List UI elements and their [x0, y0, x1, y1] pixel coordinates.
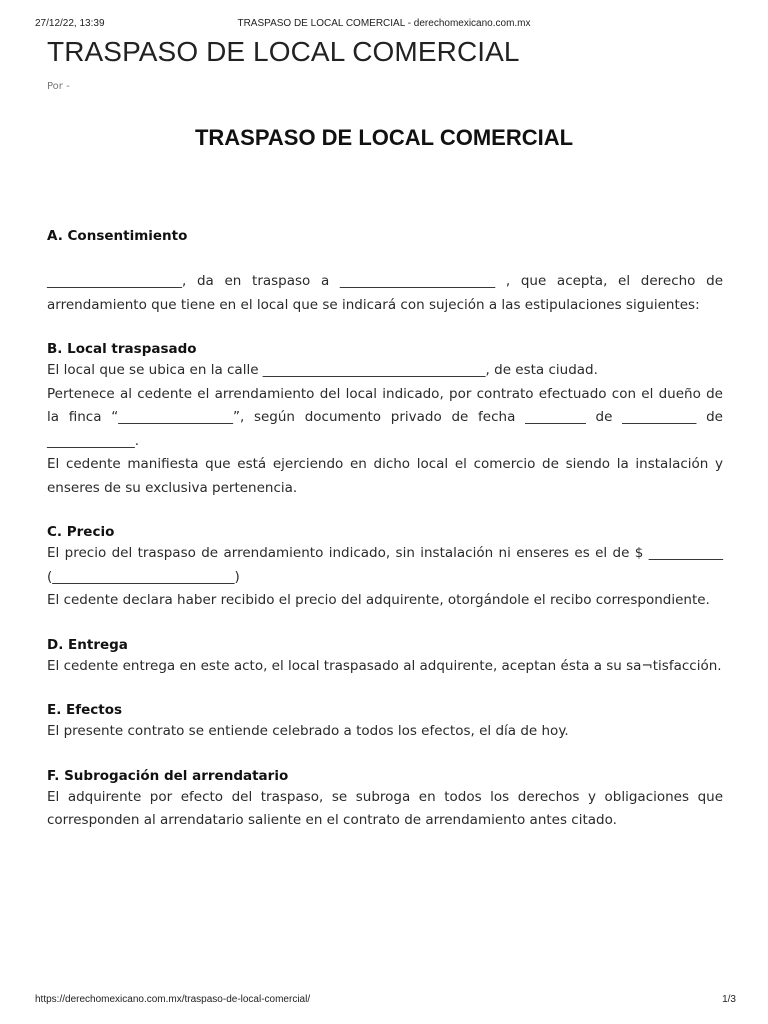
section-heading-subrogacion: F. Subrogación del arrendatario: [47, 767, 289, 784]
section-heading-entrega: D. Entrega: [47, 636, 128, 653]
section-paragraph: Pertenece al cedente el arrendamiento del local indicado, por contrato efectuado con el dueño de la finca “_________________”, según documento privado de fecha _________ de ___________ de _____________.: [47, 385, 723, 449]
print-header: [0, 14, 768, 28]
print-url: https://derechomexicano.com.mx/traspaso-de-local-comercial/: [35, 994, 311, 1005]
section-paragraph: ____________________, da en traspaso a _______________________ , que acepta, el derecho de arrendamiento que tiene en el local que se indicará con sujeción a las estipulaciones siguientes:: [47, 273, 723, 313]
byline: Por -: [47, 81, 70, 92]
section-paragraph: El local que se ubica en la calle _________________________________, de esta ciudad.: [47, 362, 598, 378]
section-heading-precio: C. Precio: [47, 524, 115, 540]
section-heading-local-traspasado: B. Local traspasado: [47, 341, 197, 357]
page-title: TRASPASO DE LOCAL COMERCIAL: [47, 36, 520, 67]
document-title: TRASPASO DE LOCAL COMERCIAL: [194, 125, 574, 150]
section-heading-consentimiento: A. Consentimiento: [47, 228, 188, 244]
section-heading-efectos: E. Efectos: [47, 702, 123, 718]
print-page-title: TRASPASO DE LOCAL COMERCIAL - derechomexicano.com.mx: [237, 18, 531, 29]
section-paragraph: El cedente declara haber recibido el precio del adquirente, otorgándole el recibo correspondiente.: [47, 592, 710, 608]
section-paragraph: El cedente manifiesta que está ejerciendo en dicho local el comercio de siendo la instalación y enseres de su exclusiva pertenencia.: [47, 456, 723, 496]
section-paragraph: El adquirente por efecto del traspaso, se subroga en todos los derechos y obligaciones que corresponden al arrendatario saliente en el contrato de arrendamiento antes citado.: [47, 788, 723, 828]
page-number: 1/3: [722, 994, 736, 1005]
section-paragraph: El presente contrato se entiende celebrado a todos los efectos, el día de hoy.: [47, 723, 569, 739]
print-footer: [0, 994, 768, 1008]
document-body: [47, 226, 723, 833]
print-datetime: 27/12/22, 13:39: [35, 18, 105, 29]
section-paragraph: El cedente entrega en este acto, el local traspasado al adquirente, aceptan ésta a su sa¬tisfacción.: [47, 657, 722, 674]
section-paragraph: El precio del traspaso de arrendamiento indicado, sin instalación ni enseres es el de $ ___________ (___________________________): [47, 545, 723, 585]
